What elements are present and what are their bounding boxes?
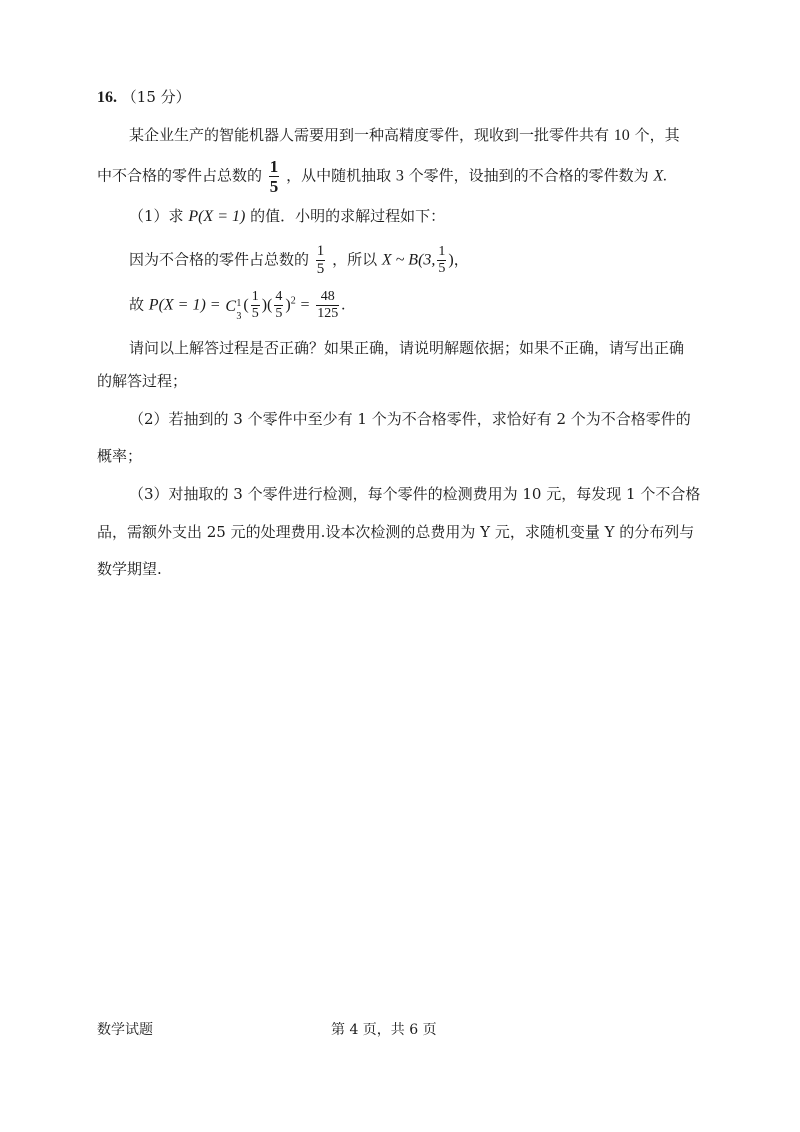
probability-expression: P(X = 1) =	[148, 296, 221, 314]
footer-page-number: 第 4 页，共 6 页	[331, 1022, 437, 1038]
stem-text: ，从中随机抽取	[286, 166, 392, 185]
fraction-numerator: 4	[275, 289, 283, 304]
stem-text: 中不合格的零件占总数的	[97, 166, 263, 185]
equals-sign: =	[300, 296, 310, 314]
part1-line	[129, 206, 445, 227]
combination-sup: 1	[236, 297, 242, 309]
fraction-denominator: 125	[317, 306, 339, 321]
fraction-one-fifth	[316, 244, 326, 277]
combination-symbol: C 1 3	[225, 295, 243, 317]
fraction-denominator: 5	[316, 261, 325, 277]
fraction-denominator: 5	[269, 177, 279, 196]
punctuation: .	[341, 296, 346, 314]
stem-count: 10	[613, 127, 630, 144]
part2-line-2: 概率；	[97, 447, 143, 465]
fraction-denominator: 5	[275, 306, 283, 321]
solution-text: 因为不合格的零件占总数的	[129, 250, 310, 269]
ask-line-2: 的解答过程；	[97, 372, 188, 390]
paren-close: )	[448, 251, 454, 269]
fraction-denominator: 5	[438, 261, 446, 276]
fraction-four-fifths	[274, 290, 283, 321]
fraction-numerator: 48	[316, 290, 339, 306]
punctuation: ，	[453, 250, 469, 269]
fraction-numerator: 1	[316, 243, 325, 259]
fraction-one-fifth	[269, 158, 280, 195]
fraction-numerator: 1	[438, 244, 446, 259]
fraction-result	[316, 290, 339, 321]
part1-text: 的值．小明的求解过程如下：	[250, 207, 446, 225]
part2-line-1: （2）若抽到的 3 个零件中至少有 1 个为不合格零件，求恰好有 2 个为不合格零件的	[129, 410, 691, 428]
question-number: 16.	[97, 89, 117, 106]
stem-line-1	[129, 125, 680, 146]
part1-expression: P(X = 1)	[188, 208, 246, 225]
part3-line-2: 品，需额外支出 25 元的处理费用.设本次检测的总费用为 Y 元，求随机变量 Y 的分布列与	[97, 523, 695, 541]
binomial-distribution: X ~ B(3,	[381, 251, 436, 269]
fraction-denominator: 5	[251, 306, 259, 321]
ask-line-1: 请问以上解答过程是否正确？如果正确，请说明解题依据；如果不正确，请写出正确	[129, 339, 685, 357]
solution-text: 故	[129, 295, 145, 314]
part3-line-1: （3）对抽取的 3 个零件进行检测，每个零件的检测费用为 10 元，每发现 1 个不合格	[129, 485, 701, 503]
variable-x: X.	[653, 167, 668, 185]
stem-text: 某企业生产的智能机器人需要用到一种高精度零件，现收到一批零件共有	[129, 126, 610, 144]
stem-line-2	[97, 158, 667, 195]
question-score: （15 分）	[121, 88, 191, 106]
question-header	[97, 87, 191, 108]
solution-text: ，所以	[332, 250, 378, 269]
footer-subject: 数学试题	[97, 1022, 153, 1038]
fraction-numerator: 1	[251, 289, 259, 304]
solution-line-1	[129, 244, 469, 277]
stem-text: 个零件，设抽到的不合格的零件数为	[408, 166, 649, 185]
fraction-numerator: 1	[269, 157, 279, 176]
stem-draw-count: 3	[395, 167, 404, 185]
stem-text-end: 个，其	[634, 126, 680, 144]
part3-line-3: 数学期望.	[97, 560, 162, 578]
solution-line-2: 故 P(X = 1) = C 1 3 ( $\frac{1}{5}$ )( $\frac{4}{5}$ )$^2$ = $\frac{48}{125}$ .	[129, 290, 345, 321]
fraction-one-fifth	[251, 290, 260, 321]
combination-sub: 3	[236, 310, 242, 322]
exponent: 2	[290, 295, 296, 307]
fraction-one-fifth	[437, 245, 446, 276]
part1-label: （1）求	[129, 207, 184, 225]
